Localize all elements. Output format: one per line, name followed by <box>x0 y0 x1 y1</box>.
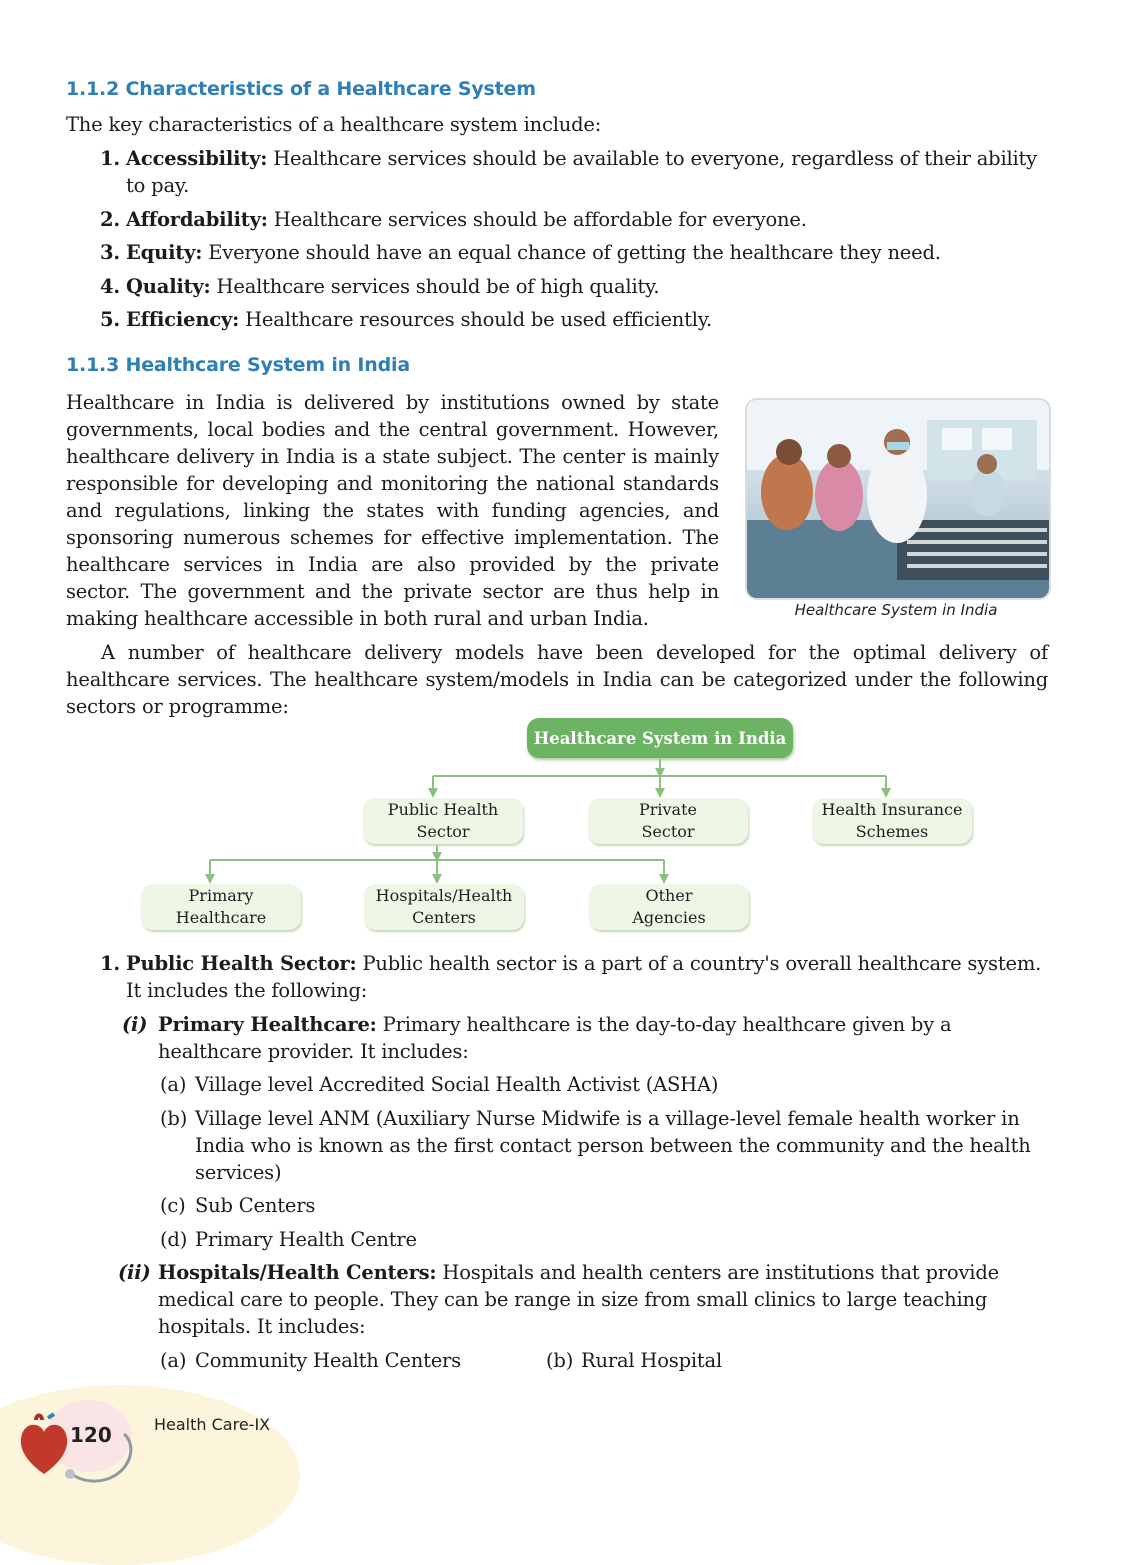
item-term: Accessibility: <box>126 147 268 170</box>
list-item <box>66 1071 1048 1098</box>
letter-marker: (a) <box>160 1073 187 1096</box>
item-number: 1. <box>100 147 120 170</box>
node-line: Centers <box>412 908 476 927</box>
diagram-node-hospitals <box>364 884 524 930</box>
diagram-node-insurance <box>812 798 972 844</box>
node-line: Other <box>645 886 693 905</box>
item-number: 4. <box>100 274 120 298</box>
hospitals-items-row <box>66 1347 1048 1381</box>
item-term: Efficiency: <box>126 308 240 331</box>
item-text: Hospitals and health centers are institutions that provide medical care to people. They can be range in size from small clinics to large teaching hospitals. It includes: <box>158 1261 999 1338</box>
node-line: Public Health <box>387 800 499 819</box>
item-term: Primary Healthcare: <box>158 1012 377 1036</box>
node-line: Sector <box>641 822 695 841</box>
item-term: Equity: <box>126 241 203 264</box>
list-item <box>66 950 1048 1004</box>
item-text: Healthcare services should be available to everyone, regardless of their ability to pay. <box>126 147 1038 197</box>
characteristics-list <box>66 145 1048 340</box>
diagram-node-public-health <box>363 798 523 844</box>
item-text: Community Health Centers <box>195 1348 461 1372</box>
diagram-node-other-agencies <box>589 884 749 930</box>
item-text: Healthcare resources should be used efficiently. <box>239 308 713 331</box>
node-line: Hospitals/Health <box>375 886 513 905</box>
letter-marker: (a) <box>160 1348 187 1372</box>
diagram-node-private <box>588 798 748 844</box>
item-term: Quality: <box>126 274 211 298</box>
item-text: Healthcare services should be affordable for everyone. <box>267 207 807 231</box>
item-term: Public Health Sector: <box>126 952 357 975</box>
list-item <box>66 206 1048 233</box>
node-line: Health Insurance <box>821 800 963 819</box>
item-text: Primary healthcare is the day-to-day healthcare given by a healthcare provider. It includes: <box>158 1012 952 1063</box>
sub-item-primary <box>66 1011 1048 1065</box>
node-line: Schemes <box>855 822 929 841</box>
list-item <box>66 1226 1048 1253</box>
item-term: Affordability: <box>126 207 268 231</box>
roman-numeral: (ii) <box>118 1261 151 1284</box>
sub-item-hospitals <box>66 1259 1048 1340</box>
roman-numeral: (i) <box>122 1012 148 1036</box>
node-line: Primary <box>188 886 254 905</box>
item-text: Sub Centers <box>195 1194 316 1217</box>
photo-caption: Healthcare System in India <box>794 601 998 619</box>
item-text: Village level Accredited Social Health Activist (ASHA) <box>195 1073 719 1096</box>
item-text: Primary Health Centre <box>195 1227 417 1251</box>
diagram-root-node: Healthcare System in India <box>527 718 793 758</box>
letter-marker: (b) <box>546 1348 574 1372</box>
section-heading-characteristics: 1.1.2 Characteristics of a Healthcare System <box>66 78 536 100</box>
healthcare-system-diagram <box>0 710 1148 945</box>
node-line: Healthcare <box>175 908 267 927</box>
list-item <box>66 1105 1048 1186</box>
letter-marker: (c) <box>160 1194 186 1217</box>
page-number: 120 <box>70 1423 112 1447</box>
item-text: Village level ANM (Auxiliary Nurse Midwife is a village-level female health worker in India who is known as the first contact person between the community and the health services) <box>195 1106 1031 1184</box>
section-heading-india: 1.1.3 Healthcare System in India <box>66 354 410 376</box>
item-number: 1. <box>100 952 120 975</box>
list-item <box>66 1192 1048 1219</box>
public-health-section <box>66 950 1048 1381</box>
item-text: Everyone should have an equal chance of getting the healthcare they need. <box>202 241 941 264</box>
node-line: Private <box>638 800 697 819</box>
list-item <box>66 145 1048 199</box>
hospital-scene-icon <box>747 400 1049 598</box>
item-text: Public health sector is a part of a country's overall healthcare system. It includes the following: <box>126 952 1042 1002</box>
item-number: 5. <box>100 308 120 331</box>
node-line: Sector <box>416 822 470 841</box>
list-item <box>66 239 1048 266</box>
item-text: Healthcare services should be of high quality. <box>210 274 660 298</box>
item-number: 2. <box>100 207 120 231</box>
hospital-ward-photo <box>745 398 1051 600</box>
book-title: Health Care-IX <box>154 1415 271 1434</box>
item-term: Hospitals/Health Centers: <box>158 1261 437 1284</box>
list-item <box>66 273 1048 300</box>
letter-marker: (d) <box>160 1227 188 1251</box>
list-item <box>66 306 1048 333</box>
diagram-node-primary-healthcare <box>141 884 301 930</box>
characteristics-intro: The key characteristics of a healthcare system include: <box>66 113 602 136</box>
item-text: Rural Hospital <box>581 1348 722 1372</box>
item-number: 3. <box>100 241 120 264</box>
list-item <box>452 1347 1001 1374</box>
letter-marker: (b) <box>160 1106 188 1130</box>
india-paragraph-2: A number of healthcare delivery models have been developed for the optimal delivery of healthcare services. The healthcare system/models in India can be categorized under the following sectors or programme: <box>66 641 1048 718</box>
node-line: Agencies <box>632 908 706 927</box>
india-paragraph-1: Healthcare in India is delivered by institutions owned by state governments, local bodies and the central government. However, healthcare delivery in India is a state subject. The center is mainly responsible for developing and monitoring the national standards and regulations, linking the states with funding agencies, and sponsoring numerous schemes for effective implementation. The healthcare services in India are also provided by the private sector. The government and the private sector are thus help in making healthcare accessible in both rural and urban India. <box>66 391 719 630</box>
